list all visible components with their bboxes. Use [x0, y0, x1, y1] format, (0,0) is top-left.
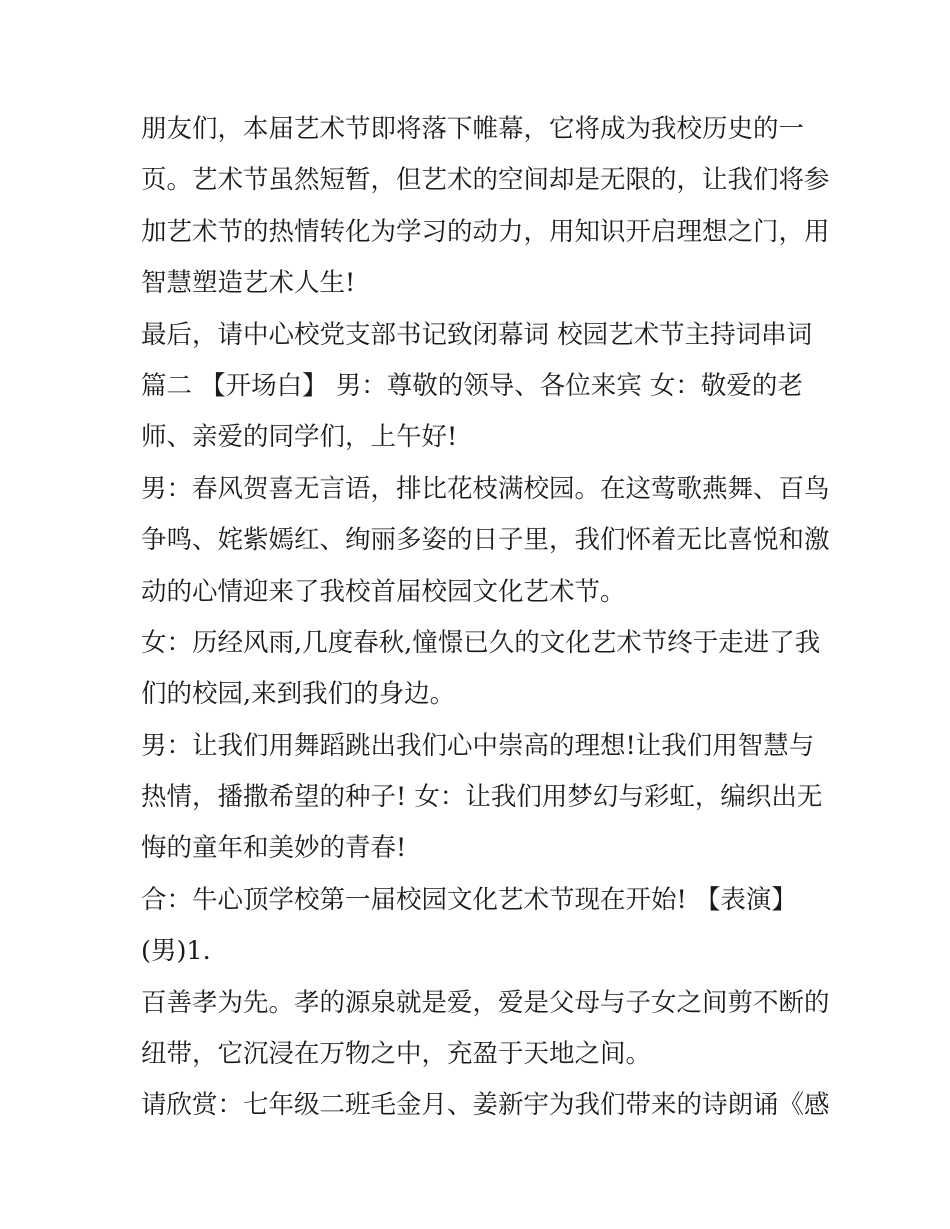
text-line: 纽带，它沉浸在万物之中，充盈于天地之间。: [141, 1039, 652, 1070]
text-line: 争鸣、姹紫嫣红、绚丽多姿的日子里，我们怀着无比喜悦和激: [141, 525, 830, 556]
text-line: 加艺术节的热情转化为学习的动力，用知识开启理想之门，用: [141, 216, 830, 247]
text-line: 智慧塑造艺术人生!: [141, 268, 356, 299]
text-line: 女：历经风雨,几度春秋,憧憬已久的文化艺术节终于走进了我: [141, 627, 821, 658]
text-line: 动的心情迎来了我校首届校园文化艺术节。: [141, 576, 626, 607]
text-line: 男：让我们用舞蹈跳出我们心中崇高的理想!让我们用智慧与: [141, 730, 815, 761]
text-line: (男)1.: [141, 936, 211, 967]
document-body: [141, 104, 830, 1132]
text-line: 请欣赏：七年级二班毛金月、姜新宇为我们带来的诗朗诵《感: [141, 1090, 830, 1121]
text-line: 百善孝为先。孝的源泉就是爱，爱是父母与子女之间剪不断的: [141, 987, 830, 1018]
text-line: 最后，请中心校党支部书记致闭幕词 校园艺术节主持词串词: [141, 319, 813, 350]
text-line: 篇二 【开场白】 男：尊敬的领导、各位来宾 女：敬爱的老: [141, 370, 803, 401]
text-line: 男：春风贺喜无言语，排比花枝满校园。在这莺歌燕舞、百鸟: [141, 473, 830, 504]
text-line: 师、亲爱的同学们，上午好!: [141, 422, 458, 453]
text-line: 热情，播撒希望的种子! 女：让我们用梦幻与彩虹，编织出无: [141, 782, 823, 813]
text-line: 朋友们，本届艺术节即将落下帷幕，它将成为我校历史的一: [141, 114, 805, 144]
text-line: 页。艺术节虽然短暂，但艺术的空间却是无限的，让我们将参: [141, 165, 830, 196]
text-line: 悔的童年和美妙的青春!: [141, 833, 407, 864]
text-line: 们的校园,来到我们的身边。: [141, 679, 456, 710]
text-line: 合：牛心顶学校第一届校园文化艺术节现在开始! 【表演】: [141, 884, 797, 915]
